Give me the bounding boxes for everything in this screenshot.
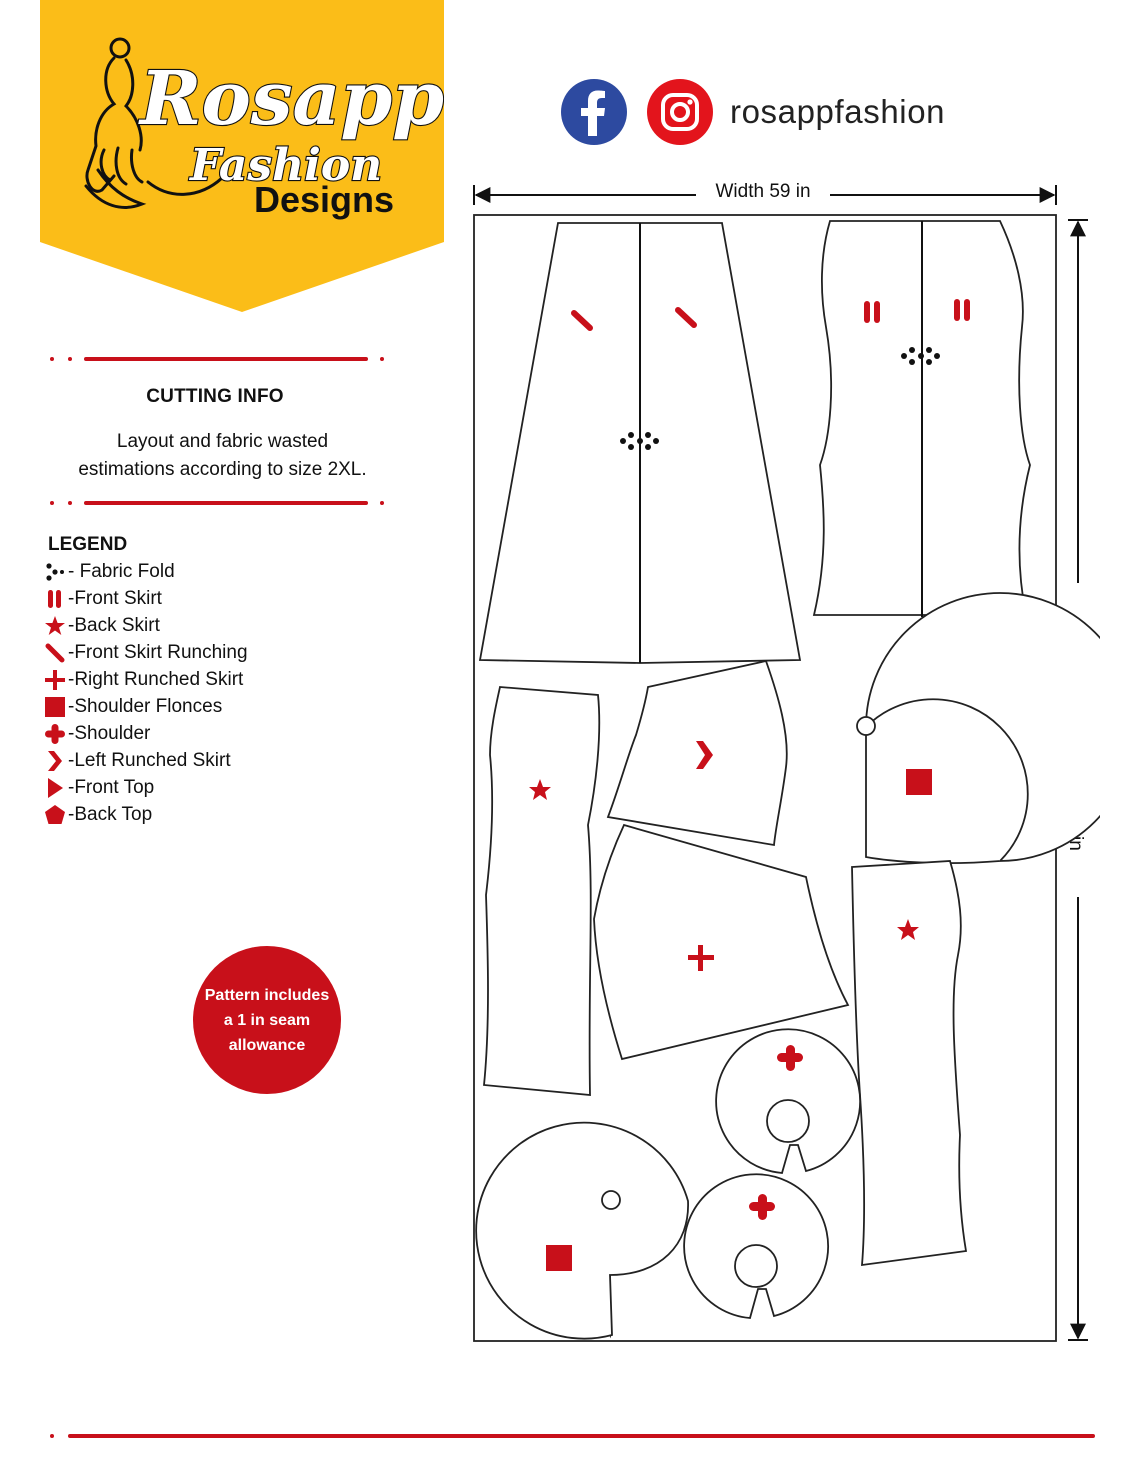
brand-script-rosapp: Rosapp [140, 56, 444, 142]
legend-item [44, 666, 374, 693]
pentagon-icon [44, 804, 68, 826]
social-bar [560, 78, 1000, 146]
legend-item [44, 612, 374, 639]
legend-item [44, 693, 374, 720]
brand-subtitle: Designs [254, 179, 395, 220]
pattern-shoulder-upper [716, 1029, 860, 1173]
facebook-icon[interactable] [560, 78, 628, 146]
legend-item [44, 585, 374, 612]
square-icon [44, 696, 68, 718]
legend-label: -Back Skirt [68, 614, 160, 636]
legend-label: -Front Skirt Runching [68, 641, 248, 663]
pattern-front-skirt [814, 221, 1030, 617]
legend-item [44, 639, 374, 666]
brand-script-fashion: Fashion [190, 140, 383, 191]
fabric-layout [460, 175, 1100, 1355]
rounded-cross-icon [44, 723, 68, 745]
cutting-info-line-2: estimations according to size 2XL. [78, 459, 367, 480]
chevron-icon [44, 750, 68, 772]
legend-label: -Left Runched Skirt [68, 749, 231, 771]
brand-logo [40, 0, 444, 312]
legend-label: -Back Top [68, 803, 153, 825]
legend-item [44, 720, 374, 747]
pattern-back-skirt-right [852, 861, 966, 1265]
plus-icon [44, 669, 68, 691]
instagram-icon[interactable] [646, 78, 714, 146]
legend-item [44, 774, 374, 801]
legend-label: -Right Runched Skirt [68, 668, 244, 690]
divider-top [50, 357, 390, 361]
legend-label: -Front Top [68, 776, 155, 798]
cutting-info-line-1: Layout and fabric wasted [116, 431, 329, 452]
legend-title: LEGEND [48, 534, 128, 555]
legend-label: - Fabric Fold [68, 560, 175, 582]
diagonal-bar-icon [44, 642, 68, 664]
triangle-icon [44, 777, 68, 799]
legend-item [44, 747, 374, 774]
pattern-shoulder-lower [684, 1174, 828, 1318]
legend-label: -Shoulder Flonces [68, 695, 223, 717]
pattern-back-skirt-left [484, 687, 599, 1095]
divider-middle [50, 501, 390, 505]
legend-list [44, 558, 374, 828]
width-label: Width 59 in [715, 181, 811, 202]
fabric-fold-icon [44, 561, 68, 583]
seam-allowance-badge [193, 946, 341, 1094]
double-bar-icon [44, 588, 68, 610]
legend-label: -Front Skirt [68, 587, 162, 609]
star-icon [44, 615, 68, 637]
legend-item [44, 558, 374, 585]
social-handle[interactable]: rosappfashion [730, 93, 946, 130]
cutting-info-description [40, 428, 405, 484]
square-icon [906, 769, 932, 795]
legend-item [44, 801, 374, 828]
square-icon [546, 1245, 572, 1271]
seam-allowance-text: Pattern includes a 1 in seam allowance [204, 986, 330, 1054]
divider-footer [50, 1434, 1095, 1438]
cutting-info-title: CUTTING INFO [146, 386, 284, 407]
legend-label: -Shoulder [68, 722, 151, 744]
width-dimension [474, 181, 1056, 205]
